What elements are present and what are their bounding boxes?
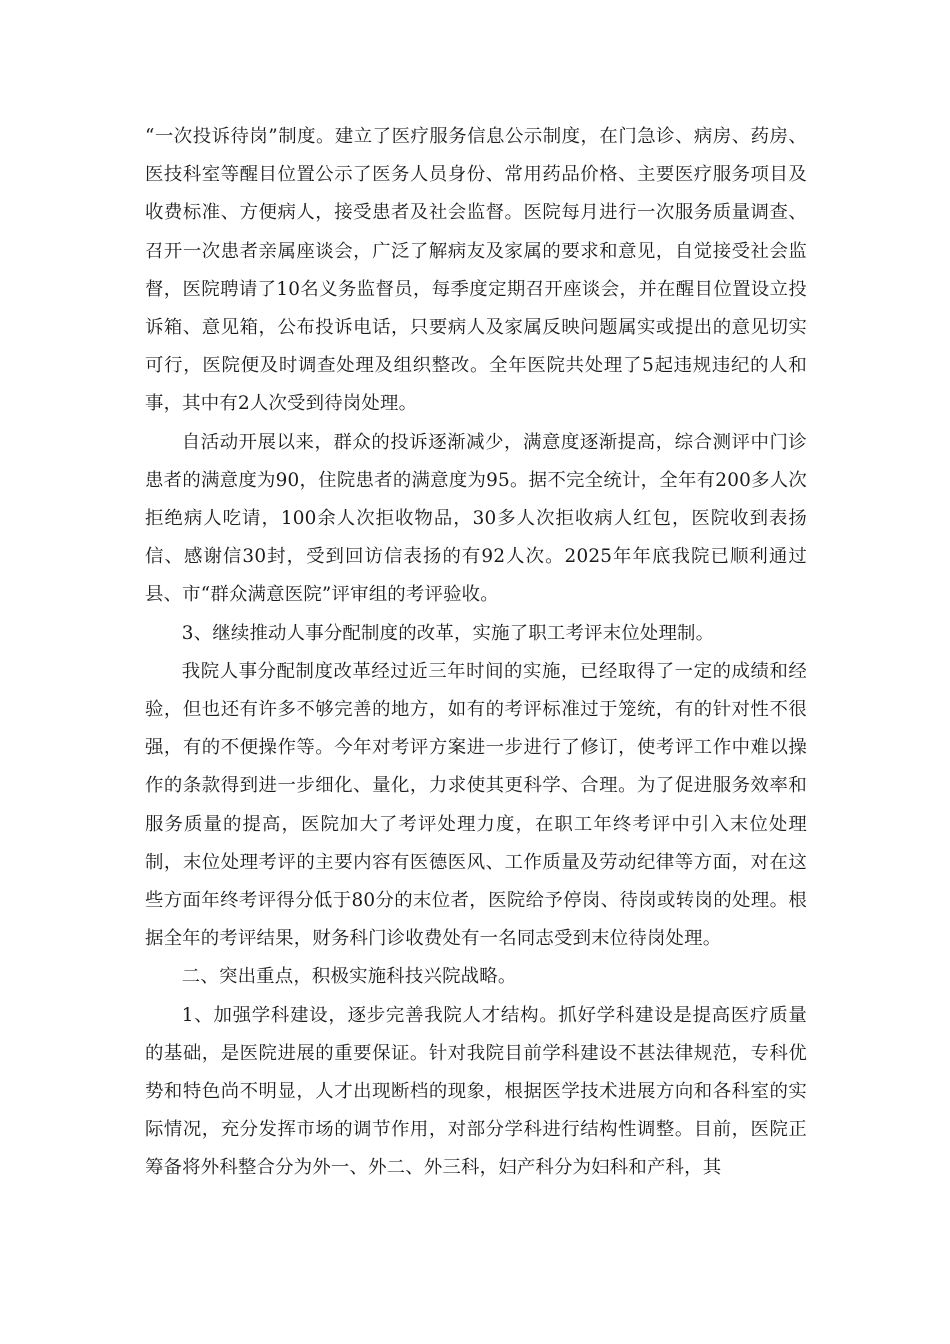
paragraph-personnel-reform: 我院人事分配制度改革经过近三年时间的实施，已经取得了一定的成绩和经验，但也还有许多不够完善的地方，如有的考评标准过于笼统，有的针对性不很强，有的不便操作等。今年对考评方案进一步进行了修订，使考评工作中难以操作的条款得到进一步细化、量化，力求使其更科学、合理。为了促进服务效率和服务质量的提高，医院加大了考评处理力度，在职工年终考评中引入末位处理制，末位处理考评的主要内容有医德医风、工作质量及劳动纪律等方面，对在这些方面年终考评得分低于80分的末位者，医院给予停岗、待岗或转岗的处理。根据全年的考评结果，财务科门诊收费处有一名同志受到末位待岗处理。 [145,660,807,950]
paragraph-section-2-heading: 二、突出重点，积极实施科技兴院战略。 [181,966,517,988]
paragraph-complaint-system: “一次投诉待岗”制度。建立了医疗服务信息公示制度，在门急诊、病房、药房、医技科室等醒目位置公示了医务人员身份、常用药品价格、主要医疗服务项目及收费标准、方便病人，接受患者及社会监督。医院每月进行一次服务质量调查、召开一次患者亲属座谈会，广泛了解病友及家属的要求和意见，自觉接受社会监督，医院聘请了10名义务监督员，每季度定期召开座谈会，并在醒目位置设立投诉箱、意见箱，公布投诉电话，只要病人及家属反映问题属实或提出的意见切实可行，医院便及时调查处理及组织整改。全年医院共处理了5起违规违纪的人和事，其中有2人次受到待岗处理。 [145,126,807,415]
paragraph-section-3-heading: 3、继续推动人事分配制度的改革，实施了职工考评末位处理制。 [181,622,715,644]
paragraph-discipline-construction: 1、加强学科建设，逐步完善我院人才结构。抓好学科建设是提高医疗质量的基础，是医院进展的重要保证。针对我院目前学科建设不甚法律规范，专科优势和特色尚不明显，人才出现断档的现象，根据医学技术进展方向和各科室的实际情况，充分发挥市场的调节作用，对部分学科进行结构性调整。目前，医院正筹备将外科整合分为外一、外二、外三科，妇产科分为妇科和产科，其 [145,1004,807,1179]
document-body [145,118,807,1188]
paragraph-satisfaction-results: 自活动开展以来，群众的投诉逐渐减少，满意度逐渐提高，综合测评中门诊患者的满意度为90，住院患者的满意度为95。据不完全统计，全年有200多人次拒绝病人吃请，100余人次拒收物品，30多人次拒收病人红包，医院收到表扬信、感谢信30封，受到回访信表扬的有92人次。2025年年底我院已顺利通过县、市“群众满意医院”评审组的考评验收。 [145,431,807,606]
